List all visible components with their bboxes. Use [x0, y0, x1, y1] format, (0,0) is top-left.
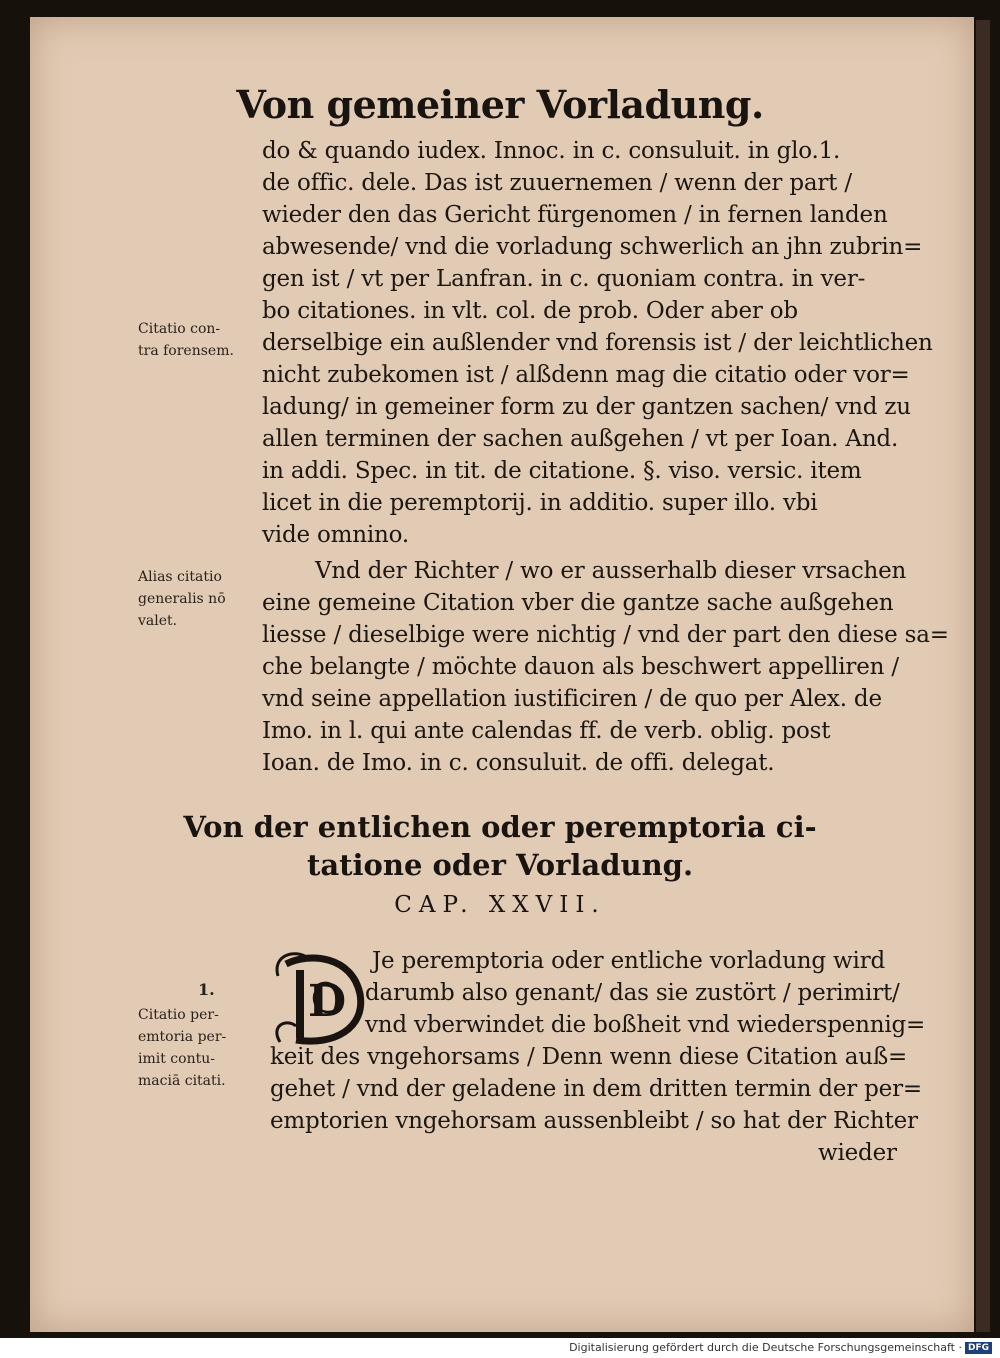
margin-note-line: emtoria per- — [138, 1029, 227, 1045]
page-edge — [976, 20, 990, 1332]
chapter-heading-line: Von der entlichen oder peremptoria ci- — [183, 810, 817, 844]
margin-note — [138, 318, 234, 362]
margin-note-line: maciā citati. — [138, 1073, 226, 1089]
text-line: emptorien vngehorsam aussenbleibt / so hat der Richter — [270, 1108, 918, 1134]
footer-text: Digitalisierung gefördert durch die Deutsche Forschungsgemeinschaft · — [569, 1341, 962, 1354]
text-line: vide omnino. — [262, 522, 409, 548]
text-line: gehet / vnd der geladene in dem dritten termin der per= — [270, 1076, 922, 1102]
margin-note — [138, 1004, 226, 1092]
chapter-number: CAP. XXVII. — [394, 892, 606, 918]
margin-note-line: Alias citatio — [138, 569, 222, 585]
decorated-initial — [270, 946, 372, 1050]
text-line: keit des vngehorsams / Denn wenn diese Citation auß= — [270, 1044, 908, 1070]
chapter-heading-line: tatione oder Vorladung. — [306, 848, 694, 882]
text-line: nicht zubekomen ist / alßdenn mag die citatio oder vor= — [262, 362, 910, 388]
text-line: licet in die peremptorij. in additio. super illo. vbi — [262, 490, 818, 516]
text-line: wieder den das Gericht fürgenomen / in fernen landen — [262, 202, 888, 228]
text-line: vnd vberwindet die boßheit vnd wiederspennig= — [365, 1012, 926, 1038]
margin-note-line: tra forensem. — [138, 343, 234, 359]
text-line: Ioan. de Imo. in c. consuluit. de offi. delegat. — [262, 750, 775, 776]
text-line: darumb also genant/ das sie zustört / perimirt/ — [365, 980, 900, 1006]
text-line: vnd seine appellation iustificiren / de quo per Alex. de — [262, 686, 882, 712]
margin-note-line: imit contu- — [138, 1051, 215, 1067]
text-line: Je peremptoria oder entliche vorladung wird — [372, 948, 886, 974]
text-line: Imo. in l. qui ante calendas ff. de verb. oblig. post — [262, 718, 831, 744]
margin-note — [138, 566, 226, 632]
initial-letter: D — [308, 976, 347, 1027]
text-line: abwesende/ vnd die vorladung schwerlich an jhn zubrin= — [262, 234, 923, 260]
catchword: wieder — [818, 1140, 897, 1166]
text-line: Vnd der Richter / wo er ausserhalb dieser vrsachen — [315, 558, 907, 584]
text-line: bo citationes. in vlt. col. de prob. Oder aber ob — [262, 298, 798, 324]
text-line: derselbige ein außlender vnd forensis ist / der leichtlichen — [262, 330, 933, 356]
margin-note-line: valet. — [138, 613, 178, 629]
text-line: in addi. Spec. in tit. de citatione. §. viso. versic. item — [262, 458, 862, 484]
text-line: ladung/ in gemeiner form zu der gantzen sachen/ vnd zu — [262, 394, 911, 420]
text-line: allen terminen der sachen außgehen / vt per Ioan. And. — [262, 426, 899, 452]
funding-footer — [569, 1341, 992, 1354]
text-line: che belangte / möchte dauon als beschwert appelliren / — [262, 654, 899, 680]
text-line: eine gemeine Citation vber die gantze sache außgehen — [262, 590, 894, 616]
text-line: do & quando iudex. Innoc. in c. consuluit. in glo.1. — [262, 138, 841, 164]
running-head: Von gemeiner Vorladung. — [236, 82, 764, 127]
text-line: de offic. dele. Das ist zuuernemen / wenn der part / — [262, 170, 852, 196]
margin-note-line: Citatio con- — [138, 321, 221, 337]
text-line: liesse / dieselbige were nichtig / vnd der part den diese sa= — [262, 622, 949, 648]
margin-note-line: Citatio per- — [138, 1007, 219, 1023]
section-number: 1. — [198, 980, 215, 999]
dfg-logo-badge: DFG — [965, 1342, 992, 1354]
text-line: gen ist / vt per Lanfran. in c. quoniam contra. in ver- — [262, 266, 866, 292]
margin-note-line: generalis nō — [138, 591, 226, 607]
